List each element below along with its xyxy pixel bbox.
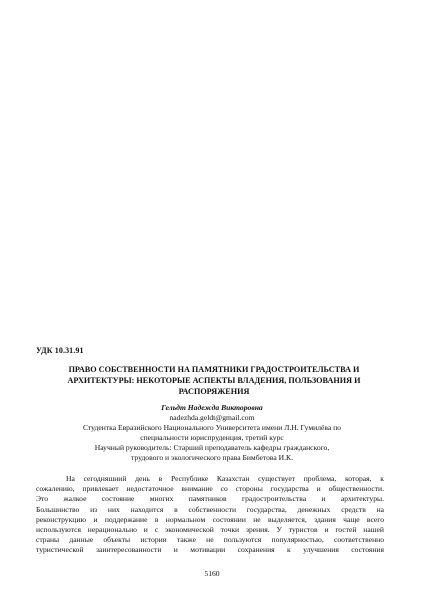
body-line: сожалению, привлекает недостаточное внимание со стороны государства и общественности. — [36, 484, 384, 494]
author-name: Гельдт Надежда Викторовна — [161, 403, 263, 412]
body-line: туристической заинтересованности и мотивации сохранения к улучшения состояния — [36, 545, 384, 555]
author-block — [40, 403, 384, 463]
body-paragraph — [36, 474, 384, 556]
title-line: АРХИТЕКТУРЫ: НЕКОТОРЫЕ АСПЕКТЫ ВЛАДЕНИЯ, ПОЛЬЗОВАНИЯ И — [67, 376, 361, 385]
article-title — [44, 364, 384, 397]
udc-code: УДК 10.31.91 — [36, 346, 84, 355]
title-line: РАСПОРЯЖЕНИЯ — [178, 387, 250, 396]
supervisor-line: Научный руководитель: Старший преподаватель кафедры гражданского, — [94, 443, 330, 452]
body-line: Большинство из них находится в собственности государства, денежных средств на — [36, 504, 384, 514]
author-affiliation-line: Студентка Евразийского Национального Университета имени Л.Н. Гумилёва по — [83, 423, 341, 432]
body-line: реконструкцию и поддержание в нормальном состоянии не выделяется, здания чаще всего — [36, 514, 384, 524]
author-email: nadezhda.geldt@gmail.com — [169, 413, 255, 422]
body-line: Это жалкое состояние многих памятников градостроительства и архитектуры. — [36, 494, 384, 504]
body-line: используются нерационально и с экономической точки зрения. У туристов и гостей нашей — [36, 525, 384, 535]
title-line: ПРАВО СОБСТВЕННОСТИ НА ПАМЯТНИКИ ГРАДОСТРОИТЕЛЬСТВА И — [68, 365, 360, 374]
page-number: 5160 — [204, 569, 220, 578]
supervisor-line: трудового и экологического права Бимбетова И.К. — [131, 453, 293, 462]
author-affiliation-line: специальности юриспруденция, третий курс — [140, 433, 284, 442]
body-line: На сегодняшний день в Республике Казахстан существует проблема, которая, к — [66, 474, 384, 483]
body-line: страны данные объекты истории также не пользуются популярностью, соответственно — [36, 535, 384, 545]
